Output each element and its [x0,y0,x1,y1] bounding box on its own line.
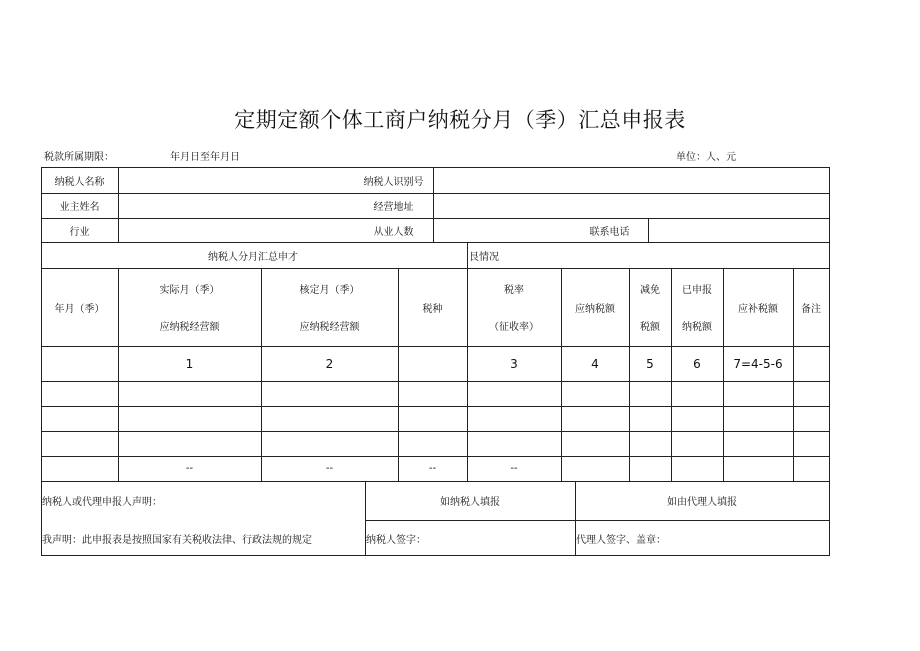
business-address-label: 经营地址 [373,202,414,213]
col-supplement-header: 应补税额 [738,303,778,315]
col-remark-header: 备注 [801,303,821,315]
col-rate-header-l1: 税率 [504,284,524,296]
declaration-label: 纳税人或代理申报人声明： [42,496,162,508]
col-tax-type-header: 税种 [422,303,443,315]
table-cell[interactable] [118,431,261,456]
col-tax-payable-header: 应纳税额 [575,303,615,315]
industry-label: 行业 [69,226,90,238]
dash-cell: -- [510,463,518,474]
phone-label: 联系电话 [589,226,630,238]
taxpayer-id-field[interactable] [433,167,829,193]
phone-field[interactable] [648,218,829,242]
col-exempt-header-l2: 税额 [640,321,660,333]
section-heading-right: 艮情况 [469,251,499,263]
declaration-text: 我声明：此申报表是按照国家有关税收法律、行政法规的规定 [42,534,312,546]
self-fill-heading: 如纳税人填报 [440,497,500,508]
unit-label: 单位：人、元 [676,152,736,163]
taxpayer-name-label: 纳税人名称 [54,176,105,188]
col-actual-header-l1: 实际月（季） [159,284,220,296]
taxpayer-name-field[interactable] [118,167,354,193]
col-number-3: 3 [510,356,518,371]
col-declared-header-l2: 纳税额 [682,321,712,333]
col-number-6: 6 [693,356,701,371]
section-heading-left: 纳税人分月汇总申才 [208,251,298,263]
employees-field[interactable] [433,218,571,242]
owner-name-field[interactable] [118,193,354,218]
page-title: 定期定额个体工商户纳税分月（季）汇总申报表 [234,108,686,132]
industry-field[interactable] [118,218,354,242]
col-exempt-header-l1: 减免 [640,284,660,296]
agent-signature-label: 代理人签字、盖章： [576,534,666,546]
dash-cell: -- [428,463,437,474]
col-fixed-header-l2: 应纳税经营额 [299,321,360,333]
period-label: 税款所属期限： [44,152,114,163]
period-value: 年月日至年月日 [170,152,240,163]
col-actual-header-l2: 应纳税经营额 [159,321,220,333]
col-rate-header-l2: （征收率） [489,321,539,333]
owner-name-label: 业主姓名 [59,202,100,213]
col-number-5: 5 [646,356,654,371]
taxpayer-signature-label: 纳税人签字： [366,534,426,546]
agent-fill-heading: 如由代理人填报 [667,497,737,508]
col-number-1: 1 [185,356,194,371]
col-number-7: 7=4-5-6 [733,356,783,371]
table-cell[interactable] [118,381,261,406]
col-month-header: 年月（季） [54,303,105,315]
col-number-2: 2 [325,356,334,371]
dash-cell: -- [185,463,194,474]
col-declared-header-l1: 已申报 [682,284,712,296]
col-number-4: 4 [591,356,599,371]
business-address-field[interactable] [433,193,829,218]
table-cell[interactable] [118,406,261,431]
col-fixed-header-l1: 核定月（季） [299,284,360,296]
dash-cell: -- [325,463,334,474]
employees-label: 从业人数 [373,226,414,238]
taxpayer-id-label: 纳税人识别号 [363,176,424,188]
